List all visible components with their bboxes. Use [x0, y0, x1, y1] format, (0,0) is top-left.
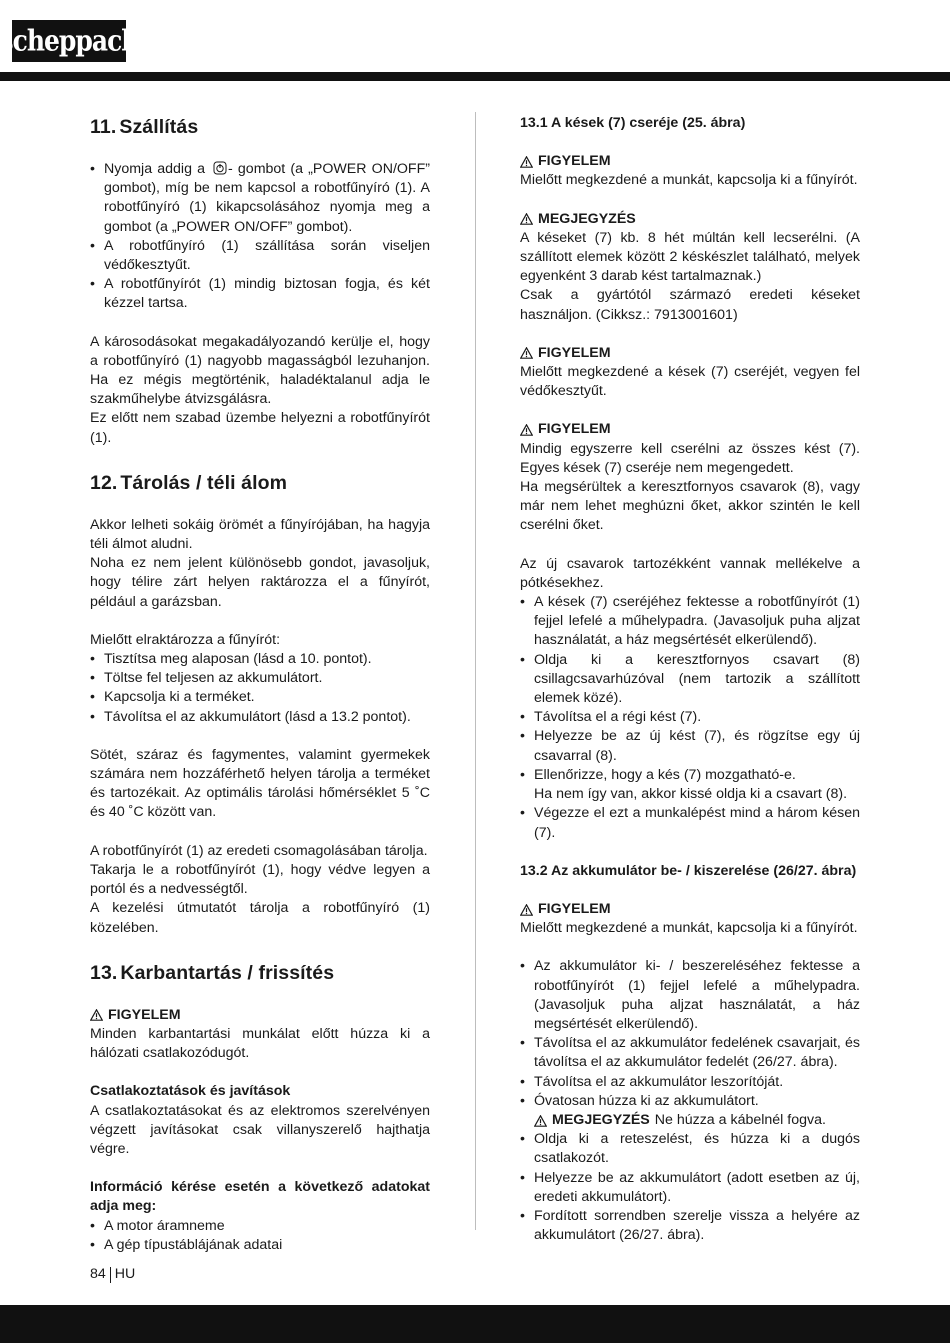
paragraph: A kezelési útmutatót tárolja a robotfűnyíró (1) közelében.	[90, 900, 430, 936]
paragraph: Az új csavarok tartozékként vannak mellékelve a pótkésekhez.	[520, 555, 860, 591]
warning-triangle-icon	[90, 1009, 103, 1021]
battery-steps-list	[520, 1130, 860, 1245]
power-button-icon	[213, 161, 227, 175]
warning-label	[520, 420, 860, 439]
paragraph: Ez előtt nem szabad üzembe helyezni a robotfűnyírót (1).	[90, 410, 430, 446]
list-item-text: Ha nem így van, akkor kissé oldja ki a csavart (8).	[534, 786, 848, 803]
right-column	[520, 114, 860, 1245]
paragraph: Sötét, száraz és fagymentes, valamint gyermekek számára nem hozzáférhető helyen tárolja a terméket és tartozékait. Az optimális tárolási hőmérséklet 5 ˚C és 40 ˚C között van.	[90, 746, 430, 821]
paragraph: Noha ez nem jelent különösebb gondot, javasoljuk, hogy télire zárt helyen raktározza el a fűnyírót, például a garázsban.	[90, 555, 430, 610]
list-item: • Oldja ki a keresztfornyos csavart (8) csillagcsavarhúzóval (nem tartozik a szállított elemek közé).	[520, 651, 860, 709]
warning-triangle-icon	[520, 213, 533, 225]
warning-label	[520, 900, 860, 919]
warning-triangle-icon	[520, 904, 533, 916]
list-item: • Távolítsa el az akkumulátor fedelének csavarjait, és távolítsa el az akkumulátor fedelét (26/27. ábra).	[520, 1034, 860, 1072]
section-12-heading	[90, 470, 430, 496]
list-item-text: Ellenőrizze, hogy a kés (7) mozgatható-e.	[534, 766, 796, 783]
paragraph: Mielőtt elraktározza a fűnyírót:	[90, 631, 281, 648]
list-item: • Tisztítsa meg alaposan (lásd a 10. pontot).	[90, 650, 430, 669]
warning-text: FIGYELEM	[108, 1006, 181, 1023]
paragraph: Takarja le a robotfűnyírót (1), hogy védve legyen a portól és a nedvességtől.	[90, 861, 430, 898]
transport-list	[90, 160, 430, 314]
section-title: Karbantartás / frissítés	[120, 961, 335, 984]
section-11-heading	[90, 114, 430, 140]
column-divider	[475, 112, 476, 1230]
paragraph: Mielőtt megkezdené a munkát, kapcsolja ki a fűnyírót.	[520, 920, 858, 937]
warning-triangle-icon	[520, 156, 533, 168]
list-item: • Távolítsa el az akkumulátor leszorítóját.	[520, 1073, 860, 1092]
info-list	[90, 1217, 430, 1255]
left-column	[90, 114, 430, 1255]
list-item: • Helyezze be az akkumulátort (adott esetben az új, eredeti akkumulátort).	[520, 1169, 860, 1207]
list-item: • Távolítsa el a régi kést (7).	[520, 708, 860, 727]
note-text: MEGJEGYZÉS	[552, 1111, 650, 1128]
list-item: • Távolítsa el az akkumulátort (lásd a 13.2 pontot).	[90, 708, 430, 727]
list-item: • Töltse fel teljesen az akkumulátort.	[90, 669, 430, 688]
note-label	[520, 210, 860, 229]
list-item: • Az akkumulátor ki- / beszereléséhez fektesse a robotfűnyírót (1) fejjel lefelé a műhelypadra. (Javasoljuk puha aljzat használatát, a ház megsértését elkerülendő).	[520, 957, 860, 1034]
logo-text: scheppach	[0, 24, 139, 58]
list-item: • Óvatosan húzza ki az akkumulátort.	[520, 1092, 860, 1111]
warning-text: FIGYELEM	[538, 153, 611, 170]
warning-label	[90, 1006, 430, 1025]
list-item: • Helyezze be az új kést (7), és rögzítse egy új csavarral (8).	[520, 727, 860, 765]
language-code: HU	[114, 1266, 136, 1282]
list-item-text: - gombot (a „POWER ON/OFF” gombot), míg be nem kapcsol a robotfűnyíró (1). A robotfűnyíró (1) kikapcsolásához nyomja meg a gombot (a „POWER ON/OFF” gombot).	[104, 161, 430, 235]
list-item: • Kapcsolja ki a terméket.	[90, 688, 430, 707]
warning-label	[520, 152, 860, 171]
paragraph: A csatlakoztatásokat és az elektromos szerelvényen végzett javításokat csak villanyszerelő hajthatja végre.	[90, 1102, 430, 1157]
footer-separator	[110, 1267, 111, 1283]
paragraph: A robotfűnyírót (1) az eredeti csomagolásában tárolja.	[90, 842, 428, 859]
subsection-13-2-heading: 13.2 Az akkumulátor be- / kiszerelése (26/27. ábra)	[520, 862, 857, 879]
section-number: 12.	[90, 471, 118, 494]
page-number: 84	[90, 1266, 106, 1282]
list-item: • A gép típustáblájának adatai	[90, 1236, 430, 1255]
section-number: 13.	[90, 961, 118, 984]
paragraph: Mielőtt megkezdené a kések (7) cseréjét, vegyen fel védőkesztyűt.	[520, 364, 860, 400]
note-body: Ne húzza a kábelnél fogva.	[654, 1111, 826, 1128]
note-text: MEGJEGYZÉS	[538, 210, 636, 227]
scheppach-logo	[0, 20, 139, 62]
storage-list	[90, 650, 430, 727]
list-item: • Oldja ki a reteszelést, és húzza ki a dugós csatlakozót.	[520, 1130, 860, 1168]
list-item: • A motor áramneme	[90, 1217, 430, 1236]
subheading: Információ kérése esetén a következő adatokat adja meg:	[90, 1179, 430, 1215]
warning-triangle-icon	[520, 424, 533, 436]
list-item: • Végezze el ezt a munkalépést mind a három késen (7).	[520, 804, 860, 842]
warning-triangle-icon	[520, 347, 533, 359]
page-footer	[90, 1265, 135, 1284]
warning-text: FIGYELEM	[538, 900, 611, 917]
battery-steps-list	[520, 957, 860, 1111]
list-item: • A robotfűnyíró (1) szállítása során viseljen védőkesztyűt.	[90, 237, 430, 275]
warning-triangle-icon	[534, 1115, 547, 1127]
blade-steps-list	[520, 593, 860, 843]
warning-text: FIGYELEM	[538, 344, 611, 361]
warning-label	[520, 344, 860, 363]
paragraph: Csak a gyártótól származó eredeti késeket használjon. (Cikksz.: 7913001601)	[520, 287, 860, 323]
list-item: • A robotfűnyírót (1) mindig biztosan fogja, és két kézzel tartsa.	[90, 275, 430, 313]
paragraph: Mindig egyszerre kell cserélni az összes kést (7). Egyes kések (7) cseréje nem megengedett.	[520, 440, 860, 476]
section-title: Szállítás	[119, 116, 199, 138]
list-item: • Fordított sorrendben szerelje vissza a helyére az akkumulátort (26/27. ábra).	[520, 1207, 860, 1245]
list-item: • A kések (7) cseréjéhez fektesse a robotfűnyírót (1) fejjel lefelé a műhelypadra. (Javasoljuk puha aljzat használatát, a ház megsértését elkerülendő).	[520, 593, 860, 651]
warning-text: FIGYELEM	[538, 421, 611, 438]
list-item	[90, 160, 430, 237]
section-number: 11.	[90, 116, 117, 138]
subsection-13-1-heading: 13.1 A kések (7) cseréje (25. ábra)	[520, 115, 746, 131]
paragraph: Minden karbantartási munkálat előtt húzza ki a hálózati csatlakozódugót.	[90, 1025, 430, 1062]
paragraph: Ha megsérültek a keresztfornyos csavarok (8), vagy már nem lehet meghúzni őket, akkor szintén le kell cserélni őket.	[520, 479, 860, 534]
paragraph: A késeket (7) kb. 8 hét múltán kell lecserélni. (A szállított elemek között 2 késkészlet található, melyek egyenként 3 darab kést tartalmaznak.)	[520, 229, 860, 285]
section-title: Tárolás / téli álom	[120, 471, 288, 494]
subheading: Csatlakoztatások és javítások	[90, 1083, 291, 1100]
paragraph: A károsodásokat megakadályozandó kerülje el, hogy a robotfűnyíró (1) nagyobb magasságból lezuhanjon. Ha ez mégis megtörténik, haladéktalanul adja le szakműhelybe átvizsgálásra.	[90, 333, 430, 408]
paragraph: Mielőtt megkezdené a munkát, kapcsolja ki a fűnyírót.	[520, 172, 858, 189]
note-label	[520, 1111, 860, 1130]
header-rule	[0, 72, 950, 81]
list-item-text: Nyomja addig a	[104, 161, 206, 177]
paragraph: Akkor lelheti sokáig örömét a fűnyírójában, ha hagyja téli álmot aludni.	[90, 516, 430, 553]
footer-bar	[0, 1305, 950, 1343]
section-13-heading	[90, 960, 430, 986]
list-item	[520, 766, 860, 804]
